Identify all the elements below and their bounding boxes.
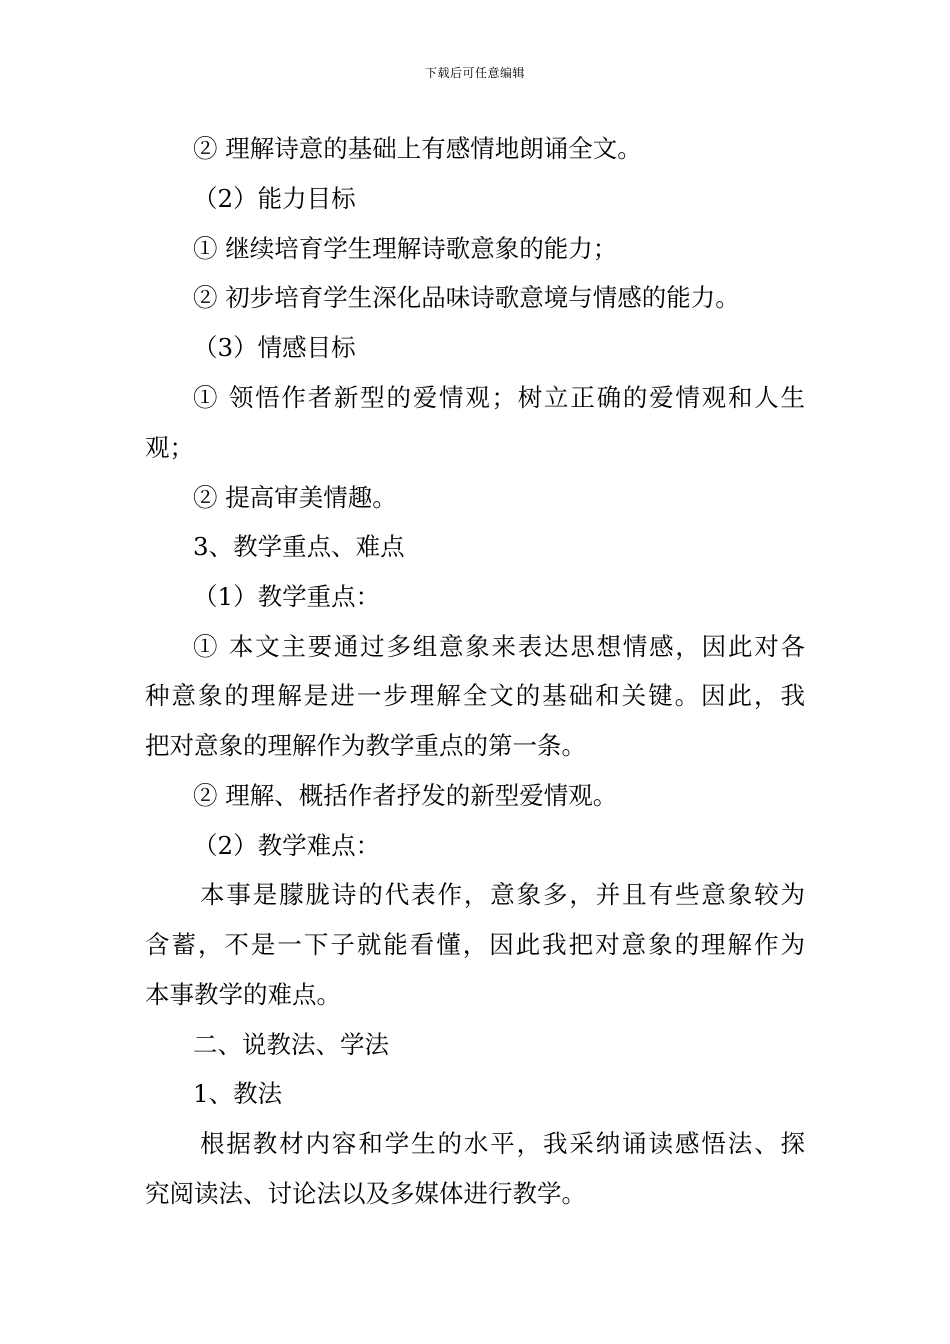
paragraph-difficult-line3: 本事教学的难点。 <box>145 980 341 1009</box>
paragraph-method-line1: 根据教材内容和学生的水平，我采纳诵读感悟法、探 <box>200 1129 805 1158</box>
heading-teaching-method: 1、教法 <box>193 1079 283 1108</box>
heading-key-difficult-points: 3、教学重点、难点 <box>193 532 405 561</box>
page-header: 下载后可任意编辑 <box>424 66 525 80</box>
paragraph-key-point-1-line1: ① 本文主要通过多组意象来表达思想情感，因此对各 <box>193 632 805 661</box>
paragraph-emotion-1-line1: ① 领悟作者新型的爱情观；树立正确的爱情观和人生 <box>193 383 805 412</box>
paragraph-key-point-1-line3: 把对意象的理解作为教学重点的第一条。 <box>145 731 586 760</box>
paragraph-emotion-2: ② 提高审美情趣。 <box>193 483 397 512</box>
paragraph-key-point-1-line2: 种意象的理解是进一步理解全文的基础和关键。因此，我 <box>145 681 805 710</box>
heading-emotion-goals: （3）情感目标 <box>193 333 356 362</box>
paragraph-difficult-line1: 本事是朦胧诗的代表作，意象多，并且有些意象较为 <box>200 880 805 909</box>
paragraph-method-line2: 究阅读法、讨论法以及多媒体进行教学。 <box>145 1179 586 1208</box>
heading-difficult-points: （2）教学难点： <box>193 831 381 860</box>
heading-ability-goals: （2）能力目标 <box>193 184 356 213</box>
heading-key-points: （1）教学重点： <box>193 582 381 611</box>
paragraph-ability-2: ② 初步培育学生深化品味诗歌意境与情感的能力。 <box>193 283 740 312</box>
paragraph-difficult-line2: 含蓄，不是一下子就能看懂，因此我把对意象的理解作为 <box>145 930 805 959</box>
paragraph-ability-1: ① 继续培育学生理解诗歌意象的能力； <box>193 234 618 263</box>
paragraph-objective-recite: ② 理解诗意的基础上有感情地朗诵全文。 <box>193 134 642 163</box>
heading-teaching-methods: 二、说教法、学法 <box>193 1030 389 1059</box>
paragraph-key-point-2: ② 理解、概括作者抒发的新型爱情观。 <box>193 781 618 810</box>
paragraph-emotion-1-line2: 观； <box>145 433 194 462</box>
